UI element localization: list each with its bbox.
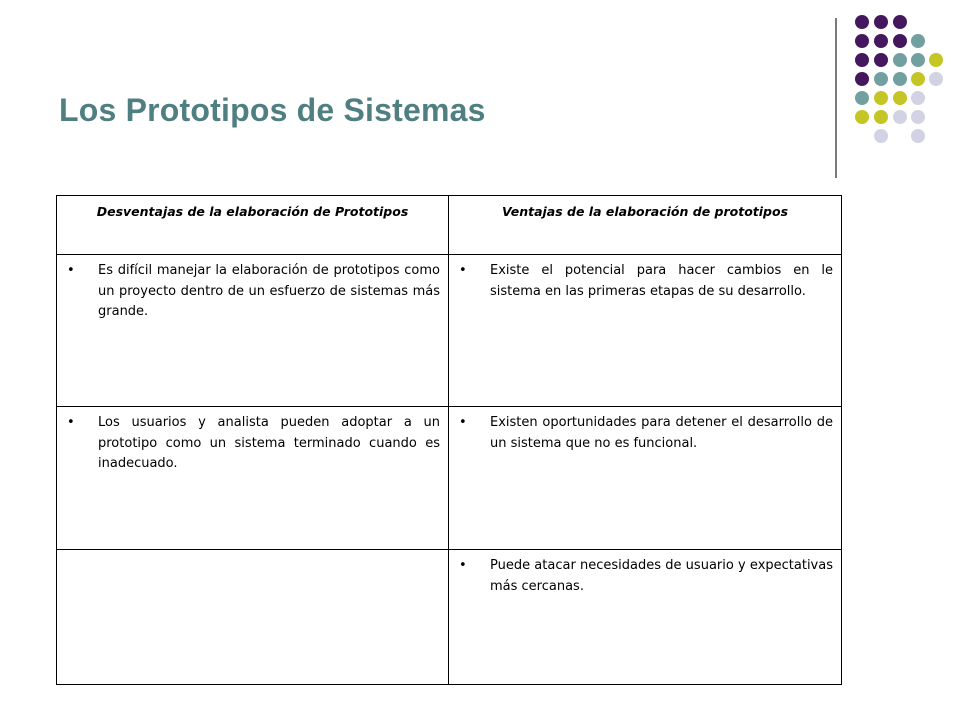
bullet-icon: • xyxy=(67,263,75,278)
advantage-bullet xyxy=(455,261,835,302)
advantages-header: Ventajas de la elaboración de prototipos xyxy=(449,196,842,255)
decorative-dot xyxy=(893,53,907,67)
decorative-dot xyxy=(893,15,907,29)
advantage-cell xyxy=(449,255,842,407)
decorative-dot xyxy=(855,72,869,86)
table-row xyxy=(57,255,842,407)
decorative-dot xyxy=(855,110,869,124)
decorative-dot xyxy=(911,72,925,86)
advantage-cell xyxy=(449,407,842,550)
decorative-dot xyxy=(855,91,869,105)
decorative-dot xyxy=(893,72,907,86)
decorative-dot xyxy=(911,53,925,67)
decorative-dot xyxy=(929,72,943,86)
table-row xyxy=(57,550,842,685)
advantage-bullet xyxy=(455,556,835,597)
decorative-dot xyxy=(929,53,943,67)
bullet-icon: • xyxy=(459,263,467,278)
bullet-icon: • xyxy=(67,415,75,430)
disadvantage-bullet xyxy=(63,261,442,323)
disadvantage-bullet xyxy=(63,413,442,475)
decorative-dot xyxy=(874,110,888,124)
decorative-dot xyxy=(855,53,869,67)
disadvantage-text: Es difícil manejar la elaboración de prototipos como un proyecto dentro de un esfuerzo de sistemas más grande. xyxy=(98,263,440,319)
empty-disadvantage-cell xyxy=(57,550,449,685)
table-row xyxy=(57,407,842,550)
page-title: Los Prototipos de Sistemas xyxy=(59,92,486,128)
decorative-dot xyxy=(893,34,907,48)
bullet-icon: • xyxy=(459,415,467,430)
decorative-dot xyxy=(911,34,925,48)
advantage-text: Puede atacar necesidades de usuario y expectativas más cercanas. xyxy=(490,558,833,594)
decorative-dot xyxy=(874,53,888,67)
table-header-row xyxy=(57,196,842,255)
decorative-dot xyxy=(911,91,925,105)
decorative-dot xyxy=(874,129,888,143)
advantage-text: Existen oportunidades para detener el desarrollo de un sistema que no es funcional. xyxy=(490,415,833,451)
decorative-dot xyxy=(874,72,888,86)
decorative-dot xyxy=(911,129,925,143)
decorative-dot xyxy=(874,15,888,29)
disadvantage-cell xyxy=(57,407,449,550)
decorative-dot xyxy=(874,91,888,105)
prototype-comparison-table xyxy=(56,195,842,685)
bullet-icon: • xyxy=(459,558,467,573)
decorative-dot xyxy=(893,110,907,124)
decorative-dot xyxy=(911,110,925,124)
decorative-dot xyxy=(855,15,869,29)
decorative-dot xyxy=(855,34,869,48)
disadvantage-text: Los usuarios y analista pueden adoptar a un prototipo como un sistema terminado cuando es inadecuado. xyxy=(98,415,440,471)
disadvantage-cell xyxy=(57,255,449,407)
advantage-cell xyxy=(449,550,842,685)
advantage-text: Existe el potencial para hacer cambios en le sistema en las primeras etapas de su desarrollo. xyxy=(490,263,833,299)
decorative-dot xyxy=(893,91,907,105)
disadvantages-header: Desventajas de la elaboración de Prototipos xyxy=(57,196,449,255)
decorative-dot xyxy=(874,34,888,48)
advantage-bullet xyxy=(455,413,835,454)
